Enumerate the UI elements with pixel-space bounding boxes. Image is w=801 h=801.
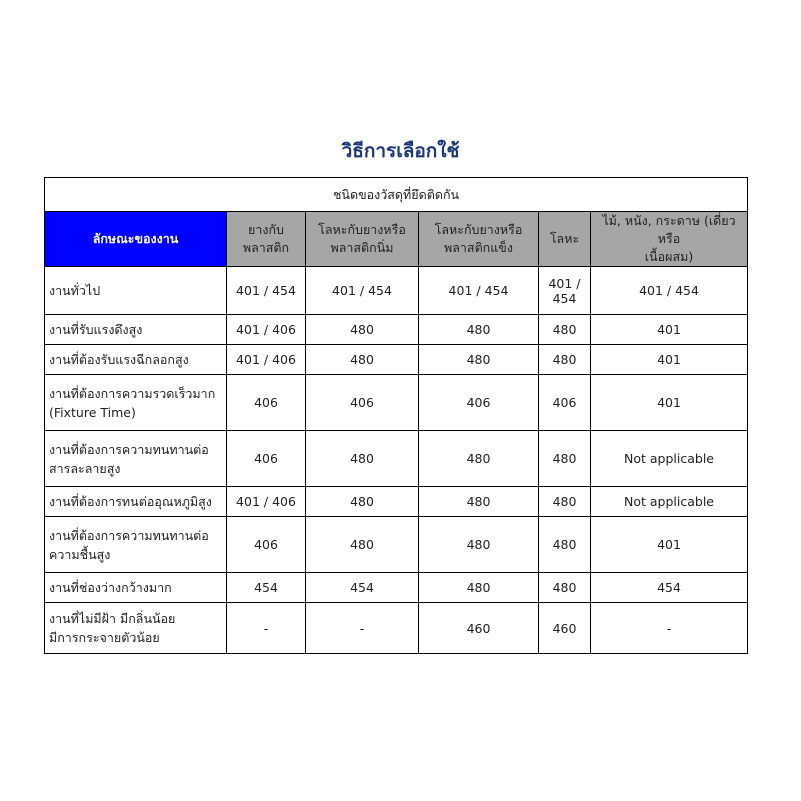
table-row <box>45 375 748 431</box>
table-cell: 401 / 454 <box>419 267 539 315</box>
table-cell: 480 <box>419 315 539 345</box>
row-label: งานที่ต้องการทนต่ออุณหภูมิสูง <box>45 487 227 517</box>
table-cell: 401 / 406 <box>227 345 306 375</box>
selection-table <box>44 177 748 654</box>
row-label: งานที่ช่องว่างกว้างมาก <box>45 573 227 603</box>
row-label: งานที่ไม่มีฝ้า มีกลิ่นน้อย มีการกระจายตัวน้อย <box>45 603 227 654</box>
table-cell: 480 <box>306 315 419 345</box>
table-cell: 454 <box>306 573 419 603</box>
column-header: โลหะ <box>539 212 591 267</box>
table-cell: - <box>227 603 306 654</box>
table-cell: 454 <box>591 573 748 603</box>
page-title: วิธีการเลือกใช้ <box>341 140 460 162</box>
table-row <box>45 517 748 573</box>
table-cell: 401 <box>591 375 748 431</box>
table-cell: 480 <box>539 315 591 345</box>
row-label: งานที่ต้องการความรวดเร็วมาก (Fixture Time) <box>45 375 227 431</box>
table-cell: Not applicable <box>591 487 748 517</box>
table-cell: 401 / 454 <box>539 267 591 315</box>
table-row <box>45 267 748 315</box>
column-header: โลหะกับยางหรือ พลาสติกแข็ง <box>419 212 539 267</box>
table-cell: 480 <box>539 345 591 375</box>
table-cell: - <box>591 603 748 654</box>
material-type-header: ชนิดของวัสดุที่ยึดติดกัน <box>45 178 748 212</box>
table-cell: 480 <box>419 573 539 603</box>
row-label: งานที่ต้องการความทนทานต่อ ความชื้นสูง <box>45 517 227 573</box>
row-label: งานทั่วไป <box>45 267 227 315</box>
table-cell: 480 <box>539 517 591 573</box>
table-cell: 454 <box>227 573 306 603</box>
work-characteristic-header: ลักษณะของงาน <box>45 212 227 267</box>
table-row <box>45 573 748 603</box>
table-cell: 480 <box>419 345 539 375</box>
table-cell: 401 / 454 <box>306 267 419 315</box>
table-cell: 480 <box>539 487 591 517</box>
table-cell: 401 <box>591 315 748 345</box>
table-cell: 406 <box>227 375 306 431</box>
table-cell: 480 <box>306 487 419 517</box>
table-cell: 480 <box>539 431 591 487</box>
table-cell: 401 <box>591 345 748 375</box>
table-body <box>45 267 748 654</box>
table-cell: 401 <box>591 517 748 573</box>
column-header: ยางกับ พลาสติก <box>227 212 306 267</box>
table-row <box>45 431 748 487</box>
table-cell: 401 / 454 <box>591 267 748 315</box>
table-row <box>45 345 748 375</box>
table-cell: - <box>306 603 419 654</box>
table-cell: 401 / 454 <box>227 267 306 315</box>
table-row <box>45 603 748 654</box>
table-row <box>45 315 748 345</box>
table-cell: 406 <box>227 517 306 573</box>
table-cell: 480 <box>419 487 539 517</box>
table-cell: 401 / 406 <box>227 315 306 345</box>
table-cell: 406 <box>306 375 419 431</box>
table-cell: 480 <box>539 573 591 603</box>
table-cell: 406 <box>227 431 306 487</box>
table-cell: 401 / 406 <box>227 487 306 517</box>
row-label: งานที่ต้องการความทนทานต่อ สารละลายสูง <box>45 431 227 487</box>
group-header-row <box>45 178 748 212</box>
row-label: งานที่รับแรงดึงสูง <box>45 315 227 345</box>
table-cell: 406 <box>539 375 591 431</box>
column-header: โลหะกับยางหรือ พลาสติกนิ่ม <box>306 212 419 267</box>
table-cell: 480 <box>419 431 539 487</box>
table-cell: 480 <box>306 431 419 487</box>
table-cell: Not applicable <box>591 431 748 487</box>
table-cell: 460 <box>419 603 539 654</box>
table-cell: 480 <box>306 517 419 573</box>
row-label: งานที่ต้องรับแรงฉีกลอกสูง <box>45 345 227 375</box>
table-cell: 480 <box>306 345 419 375</box>
column-header-row <box>45 212 748 267</box>
table-cell: 480 <box>419 517 539 573</box>
table-row <box>45 487 748 517</box>
column-header: ไม้, หนัง, กระดาษ (เดี่ยวหรือ เนื้อผสม) <box>591 212 748 267</box>
table-cell: 406 <box>419 375 539 431</box>
table-cell: 460 <box>539 603 591 654</box>
